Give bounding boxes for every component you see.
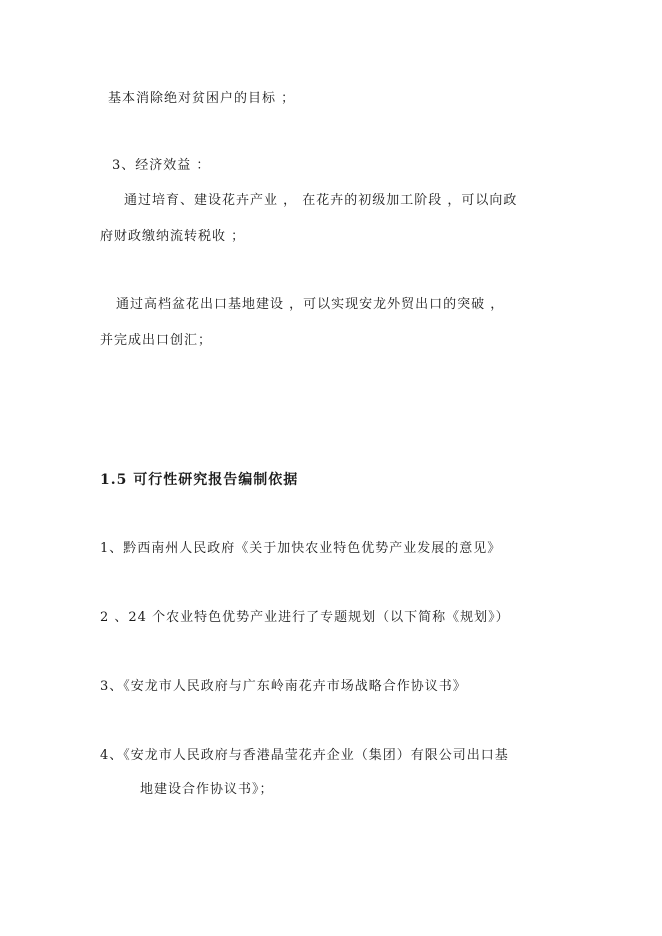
economic-para1-line2: 府财政缴纳流转税收 ； [100,229,246,244]
basis-item-4-line1: 4、《安龙市人民政府与香港晶莹花卉企业（集团）有限公司出口基 [100,748,509,763]
basis-item-4-line2: 地建设合作协议书》； [140,782,274,797]
basis-item-1: 1、黔西南州人民政府《关于加快农业特色优势产业发展的意见》 [100,541,502,556]
basis-item-3: 3、《安龙市人民政府与广东岭南花卉市场战略合作协议书》 [100,679,467,694]
section-heading-1-5: 1.5 可行性研究报告编制依据 [100,472,299,488]
basis-item-2: 2 、24 个农业特色优势产业进行了专题规划（以下简称《规划》） [100,610,510,625]
economic-benefit-title: 3、经济效益 ： [112,158,211,173]
economic-para2-line2: 并完成出口创汇； [100,333,213,348]
economic-para2-line1: 通过高档盆花出口基地建设 ，可以实现安龙外贸出口的突破 ， [116,297,505,312]
intro-line: 基本消除绝对贫困户的目标 ； [108,91,296,106]
economic-para1-line1: 通过培育、建设花卉产业 ， 在花卉的初级加工阶段 ，可以向政 [124,193,518,208]
